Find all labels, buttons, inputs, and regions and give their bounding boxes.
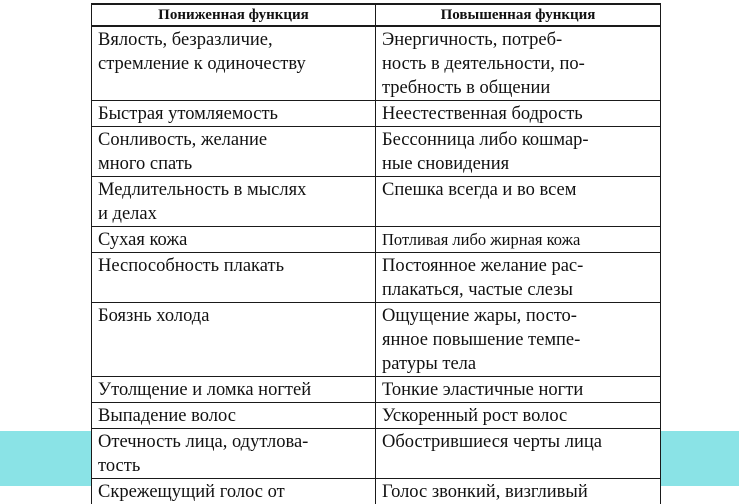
cell-high-function: [376, 253, 661, 303]
cell-text-line: Постоянное желание рас-: [382, 254, 655, 278]
cell-high-function: [376, 303, 661, 377]
cell-text-line: Вялость, безразличие,: [98, 28, 370, 52]
cell-high-function: [376, 26, 661, 101]
cell-text-line: Утолщение и ломка ногтей: [98, 378, 370, 402]
cell-text-line: Скрежещущий голос от: [98, 480, 370, 504]
cell-text-line: много спать: [98, 152, 370, 176]
cell-text-line: янное повышение темпе-: [382, 328, 655, 352]
cell-text-line: Сухая кожа: [98, 228, 370, 252]
cell-high-function: [376, 403, 661, 429]
cell-high-function: [376, 429, 661, 479]
header-low-function: Пониженная функция: [92, 4, 376, 26]
cell-low-function: [92, 403, 376, 429]
cell-text-line: Быстрая утомляемость: [98, 102, 370, 126]
cell-text-line: Неспособность плакать: [98, 254, 370, 278]
cell-text-line: Обострившиеся черты лица: [382, 430, 655, 454]
cell-text-line: Медлительность в мыслях: [98, 178, 370, 202]
table-row: [92, 127, 661, 177]
cell-text-line: Бессонница либо кошмар-: [382, 128, 655, 152]
cell-low-function: [92, 303, 376, 377]
cell-high-function: [376, 177, 661, 227]
cell-text-line: ратуры тела: [382, 352, 655, 376]
cell-text-line: стремление к одиночеству: [98, 52, 370, 76]
header-row: [92, 4, 661, 26]
cell-text-line: и делах: [98, 202, 370, 226]
cell-low-function: [92, 177, 376, 227]
cell-low-function: [92, 479, 376, 504]
table-row: [92, 101, 661, 127]
cell-high-function: [376, 101, 661, 127]
cell-high-function: [376, 377, 661, 403]
cell-low-function: [92, 227, 376, 253]
cell-text-line: тость: [98, 454, 370, 478]
table-row: [92, 479, 661, 504]
cell-text-line: Ощущение жары, посто-: [382, 304, 655, 328]
cell-text-line: Энергичность, потреб-: [382, 28, 655, 52]
cell-text-line: ные сновидения: [382, 152, 655, 176]
cell-text-line: Ускоренный рост волос: [382, 404, 655, 428]
cell-high-function: [376, 479, 661, 504]
table-row: [92, 253, 661, 303]
cell-low-function: [92, 253, 376, 303]
cell-text-line: Неестественная бодрость: [382, 102, 655, 126]
cell-high-function: [376, 227, 661, 253]
table-row: [92, 227, 661, 253]
symptoms-table: [91, 3, 661, 504]
cell-high-function: [376, 127, 661, 177]
table-row: [92, 303, 661, 377]
cell-text-line: ность в деятельности, по-: [382, 52, 655, 76]
cell-text-line: Потливая либо жирная кожа: [382, 228, 655, 252]
cell-low-function: [92, 101, 376, 127]
cell-low-function: [92, 26, 376, 101]
table-row: [92, 403, 661, 429]
cell-text-line: Сонливость, желание: [98, 128, 370, 152]
cell-text-line: Спешка всегда и во всем: [382, 178, 655, 202]
table-row: [92, 429, 661, 479]
cell-text-line: Выпадение волос: [98, 404, 370, 428]
cell-text-line: Отечность лица, одутлова-: [98, 430, 370, 454]
table-row: [92, 377, 661, 403]
cell-text-line: плакаться, частые слезы: [382, 278, 655, 302]
header-high-function: Повышенная функция: [376, 4, 661, 26]
cell-low-function: [92, 377, 376, 403]
cell-low-function: [92, 127, 376, 177]
table-row: [92, 26, 661, 101]
cell-low-function: [92, 429, 376, 479]
cell-text-line: Голос звонкий, визгливый: [382, 480, 655, 504]
cell-text-line: Тонкие эластичные ногти: [382, 378, 655, 402]
table-row: [92, 177, 661, 227]
cell-text-line: Боязнь холода: [98, 304, 370, 328]
cell-text-line: требность в общении: [382, 76, 655, 100]
